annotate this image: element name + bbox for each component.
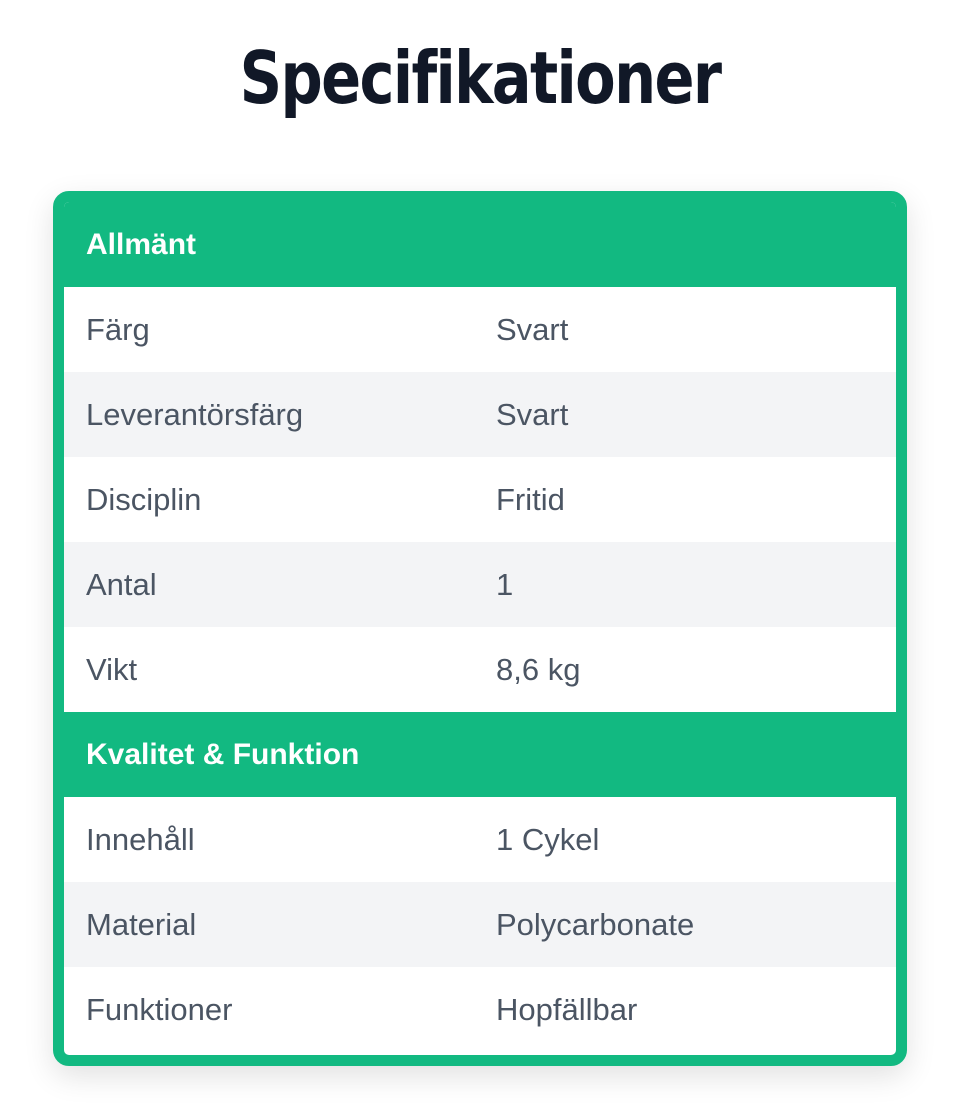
row-label: Funktioner	[86, 991, 233, 1027]
specifications-table	[53, 191, 907, 1066]
row-value: 1	[496, 566, 514, 602]
row-value: Svart	[496, 396, 569, 432]
table-row	[64, 287, 896, 372]
section-header-kvalitet-funktion: Kvalitet & Funktion	[64, 712, 896, 797]
row-label: Färg	[86, 311, 150, 347]
table-row	[64, 542, 896, 627]
table-row	[64, 967, 896, 1052]
page-title: Specifikationer	[239, 36, 721, 120]
table-row	[64, 627, 896, 712]
row-label: Leverantörsfärg	[86, 396, 304, 432]
row-value: 1 Cykel	[496, 821, 600, 857]
row-value: Fritid	[496, 481, 565, 517]
row-label: Innehåll	[86, 821, 195, 857]
row-value: Hopfällbar	[496, 991, 638, 1027]
row-value: Svart	[496, 311, 569, 347]
row-label: Disciplin	[86, 481, 202, 517]
table-row	[64, 797, 896, 882]
table-row	[64, 457, 896, 542]
section-header-allmant: Allmänt	[64, 202, 896, 287]
table-row	[64, 882, 896, 967]
table-row	[64, 372, 896, 457]
row-label: Antal	[86, 566, 157, 602]
row-value: Polycarbonate	[496, 906, 695, 942]
row-label: Material	[86, 906, 197, 942]
row-value: 8,6 kg	[496, 651, 581, 687]
row-label: Vikt	[86, 651, 138, 687]
